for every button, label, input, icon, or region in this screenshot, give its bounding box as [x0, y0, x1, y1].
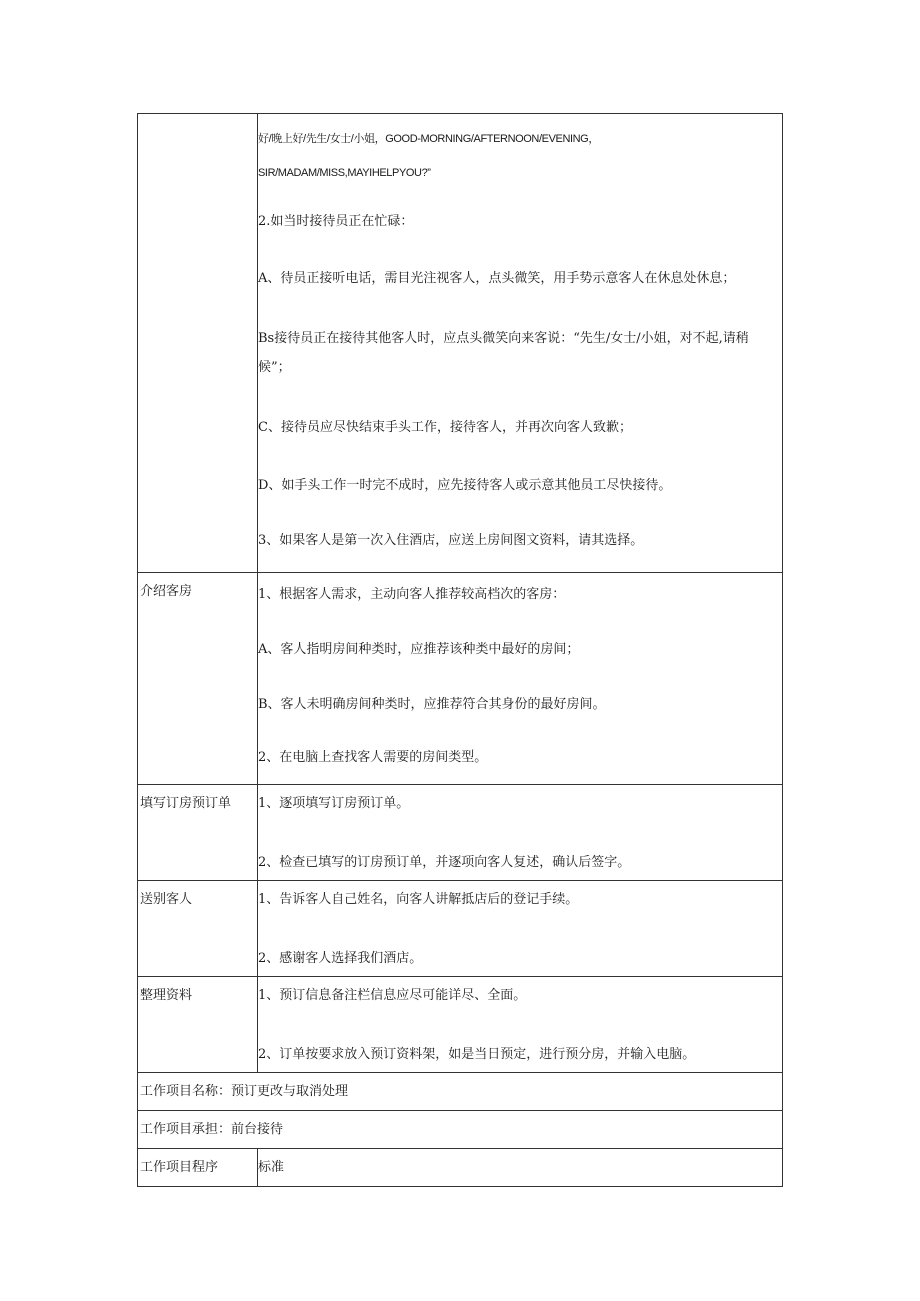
content-line: 1、根据客人需求，主动向客人推荐较高档次的客房：: [258, 587, 566, 602]
content-line: 2、在电脑上查找客人需要的房间类型。: [258, 750, 488, 765]
table-row: [138, 1111, 783, 1149]
content-line: C、接待员应尽快结束手头工作，接待客人，并再次向客人致歉；: [258, 420, 632, 435]
step-label: 填写订房预订单: [140, 796, 232, 811]
content-line: 2.如当时接待员正在忙碌：: [258, 214, 414, 229]
content-line: A、客人指明房间种类时，应推荐该种类中最好的房间；: [258, 642, 580, 657]
step-content-cell: [258, 881, 783, 977]
content-line: 候”；: [258, 360, 291, 375]
table-row: [138, 573, 783, 785]
content-line: 好/晚上好/先生/女士/小姐，GOOD-MORNING/AFTERNOON/EVENING，: [258, 133, 599, 145]
step-label-cell: [138, 785, 258, 881]
content-line: 1、告诉客人自己姓名，向客人讲解抵店后的登记手续。: [258, 892, 579, 907]
content-line: A、待员正接听电话，需目光注视客人，点头微笑，用手势示意客人在休息处休息；: [258, 271, 736, 286]
table-row: [138, 881, 783, 977]
step-label-cell: [138, 881, 258, 977]
content-line: 1、预订信息备注栏信息应尽可能详尽、全面。: [258, 988, 527, 1003]
table-row: [138, 977, 783, 1073]
content-line: 1、逐项填写订房预订单。: [258, 796, 410, 811]
step-label-cell: [138, 114, 258, 573]
procedure-label: 工作项目程序: [140, 1160, 219, 1175]
content-line: Bs接待员正在接待其他客人时，应点头微笑向来客说：“先生/女士/小姐，对不起,请稍: [258, 331, 749, 346]
step-label-cell: [138, 573, 258, 785]
step-content-cell: [258, 785, 783, 881]
step-content-cell: [258, 573, 783, 785]
step-label: [138, 114, 257, 125]
step-content-cell: [258, 114, 783, 573]
content-line: SIR/MADAM/MISS,MAYIHELPYOU?”: [258, 167, 431, 179]
content-line: B、客人未明确房间种类时，应推荐符合其身份的最好房间。: [258, 697, 606, 712]
procedure-value-cell: [258, 1149, 783, 1187]
content-line: 3、如果客人是第一次入住酒店，应送上房间图文资料，请其选择。: [258, 533, 644, 548]
step-label: 介绍客房: [140, 584, 193, 599]
content-line: D、如手头工作一时完不成时，应先接待客人或示意其他员工尽快接待。: [258, 478, 672, 493]
step-label: 送别客人: [140, 892, 193, 907]
project-name: 工作项目名称：预订更改与取消处理: [140, 1084, 349, 1099]
procedure-table: [137, 113, 783, 1187]
project-owner: 工作项目承担：前台接待: [140, 1122, 284, 1137]
table-row: [138, 114, 783, 573]
procedure-value: 标准: [258, 1160, 285, 1175]
table-row: [138, 1149, 783, 1187]
content-line: 2、感谢客人选择我们酒店。: [258, 951, 423, 966]
step-label-cell: [138, 977, 258, 1073]
table-row: [138, 1073, 783, 1111]
step-label: 整理资料: [140, 988, 193, 1003]
project-owner-cell: [138, 1111, 783, 1149]
step-content-cell: [258, 977, 783, 1073]
content-line: 2、订单按要求放入预订资料架，如是当日预定，进行预分房，并输入电脑。: [258, 1047, 696, 1062]
content-line: 2、检查已填写的订房预订单，并逐项向客人复述，确认后签字。: [258, 855, 631, 870]
project-name-cell: [138, 1073, 783, 1111]
table-row: [138, 785, 783, 881]
procedure-label-cell: [138, 1149, 258, 1187]
